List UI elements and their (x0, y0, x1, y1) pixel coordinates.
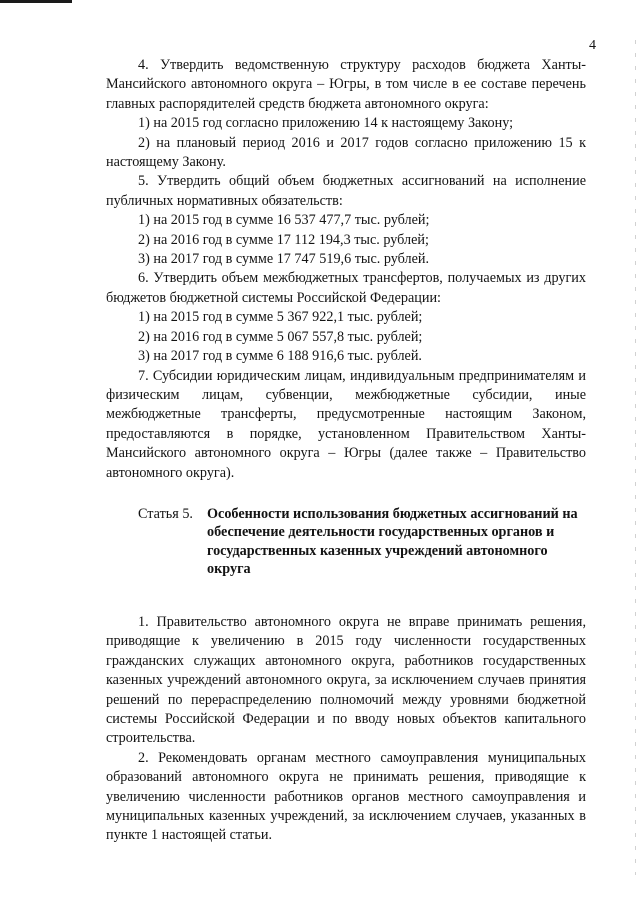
scan-edge-noise (635, 40, 636, 875)
article-title: Особенности использования бюджетных ассигнований на обеспечение деятельности государственных органов и государственных казенных учреждений автономного округа (207, 505, 578, 578)
article-paragraph-2: 2. Рекомендовать органам местного самоуправления муниципальных образований автономного округа не принимать решения, приводящие к увеличению численности работников органов местного самоуправления и муниципальных казенных учреждений, за исключением случаев, указанных в пункте 1 настоящей статьи. (106, 749, 586, 844)
item-5-2: 2) на 2016 год в сумме 17 112 194,3 тыс. рублей; (138, 231, 429, 248)
item-6-3: 3) на 2017 год в сумме 6 188 916,6 тыс. рублей. (138, 348, 422, 365)
paragraph-6: 6. Утвердить объем межбюджетных трансфертов, получаемых из других бюджетов бюджетной системы Российской Федерации: (106, 270, 586, 306)
scan-edge-mark (0, 0, 72, 3)
item-4-2: 2) на плановый период 2016 и 2017 годов согласно приложению 15 к настоящему Закону. (106, 134, 586, 171)
paragraph-4: 4. Утвердить ведомственную структуру расходов бюджета Ханты-Мансийского автономного округа – Югры, в том числе в ее составе перечень главных распорядителей средств бюджета автономного округа: (106, 57, 586, 112)
article-heading (106, 505, 586, 579)
article-label: Статья 5. (138, 505, 193, 522)
page-number: 4 (589, 38, 596, 53)
paragraph-7: 7. Субсидии юридическим лицам, индивидуальным предпринимателям и физическим лицам, субвенции, межбюджетные субсидии, иные межбюджетные трансферты, предусмотренные настоящим Законом, предоставляются в порядке, установленном Правительством Ханты-Мансийского автономного округа – Югры (далее также – Правительство автономного округа). (106, 367, 586, 481)
item-6-2: 2) на 2016 год в сумме 5 067 557,8 тыс. рублей; (138, 328, 423, 345)
item-6-1: 1) на 2015 год в сумме 5 367 922,1 тыс. рублей; (138, 309, 423, 326)
document-body (106, 56, 586, 846)
item-5-3: 3) на 2017 год в сумме 17 747 519,6 тыс. рублей. (138, 251, 430, 268)
article-paragraph-1: 1. Правительство автономного округа не вправе принимать решения, приводящие к увеличению в 2015 году численности государственных гражданских служащих автономного округа, работников государственных казенных учреждений автономного округа, за исключением случаев принятия решений по перераспределению полномочий между уровнями бюджетной системы Российской Федерации и по вводу новых объектов капитального строительства. (106, 613, 586, 747)
paragraph-5: 5. Утвердить общий объем бюджетных ассигнований на исполнение публичных нормативных обязательств: (106, 173, 586, 209)
item-5-1: 1) на 2015 год в сумме 16 537 477,7 тыс. рублей; (138, 212, 430, 229)
item-4-1: 1) на 2015 год согласно приложению 14 к настоящему Закону; (138, 115, 514, 132)
